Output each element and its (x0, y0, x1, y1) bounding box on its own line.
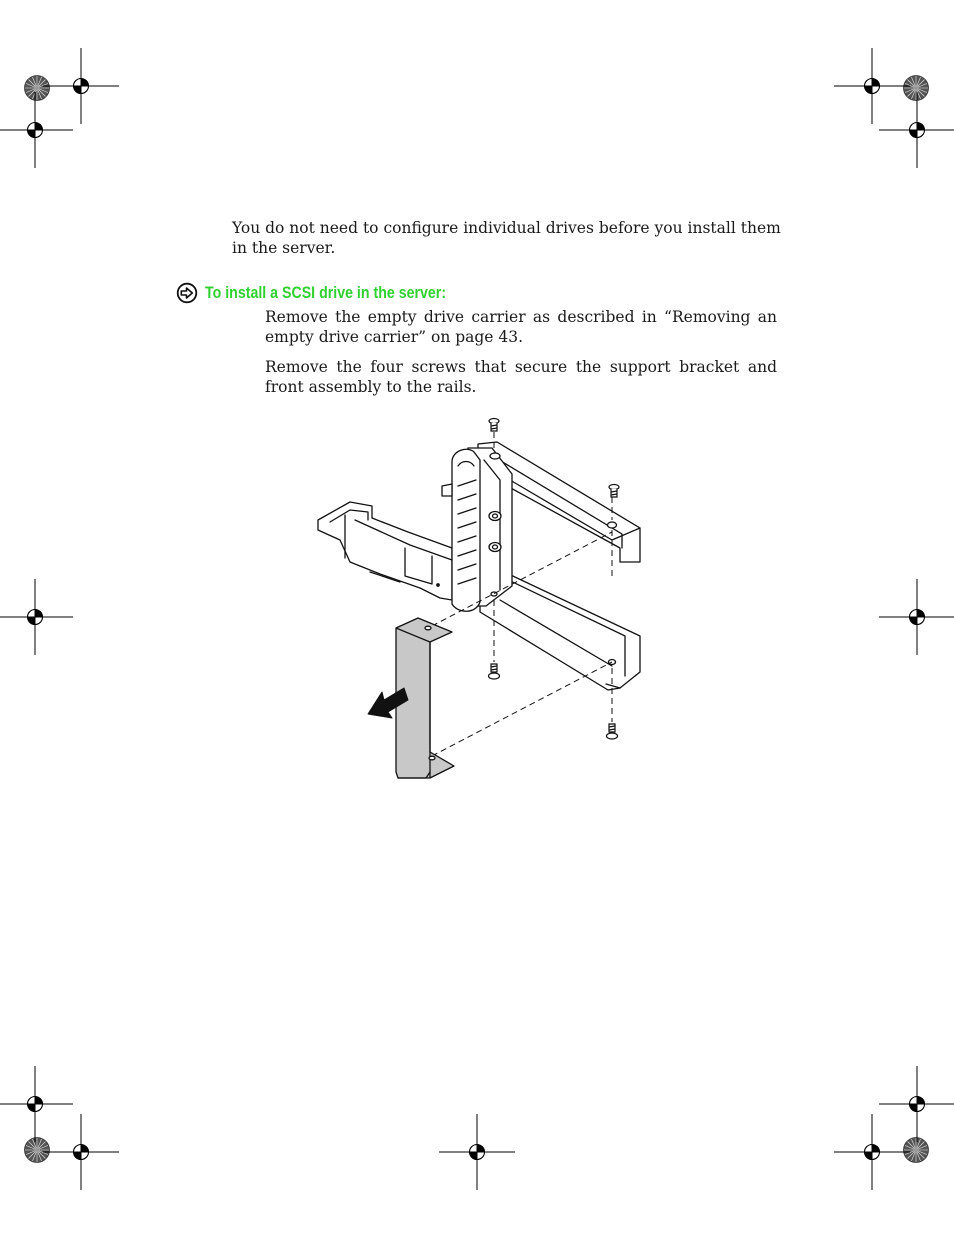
registration-mark-left-upper (0, 92, 73, 168)
carrier-handle-arm (318, 502, 452, 600)
registration-mark-top-left (43, 48, 119, 124)
step-2-text: Remove the four screws that secure the support bracket and front assembly to the rails. (265, 358, 777, 396)
drive-carrier-illustration (300, 405, 660, 790)
registration-mark-right-lower (879, 1066, 954, 1142)
color-wheel-bottom-left (25, 1138, 50, 1163)
registration-mark-top-right (834, 48, 910, 124)
screw-bottom-back (607, 724, 618, 739)
registration-mark-bottom-right (834, 1114, 910, 1190)
screw-top-front (489, 419, 499, 432)
registration-mark-left-middle (0, 579, 73, 655)
registration-mark-bottom-center (439, 1114, 515, 1190)
arrow-circle-right-icon (176, 282, 198, 304)
color-wheel-top-left (25, 76, 50, 101)
intro-paragraph: You do not need to configure individual drives before you install them in the server. (232, 219, 781, 257)
registration-mark-bottom-left (43, 1114, 119, 1190)
screw-bottom-front (489, 664, 500, 679)
registration-mark-left-lower (0, 1066, 73, 1142)
registration-mark-right-upper (879, 92, 954, 168)
step-1-text: Remove the empty drive carrier as described in “Removing an empty drive carrier” on page 43. (265, 308, 777, 346)
color-wheel-top-right (904, 76, 929, 101)
procedure-heading-text: To install a SCSI drive in the server: (205, 283, 447, 302)
procedure-heading (176, 282, 485, 304)
screw-top-back (609, 485, 619, 498)
registration-mark-right-middle (879, 579, 954, 655)
color-wheel-bottom-right (904, 1138, 929, 1163)
